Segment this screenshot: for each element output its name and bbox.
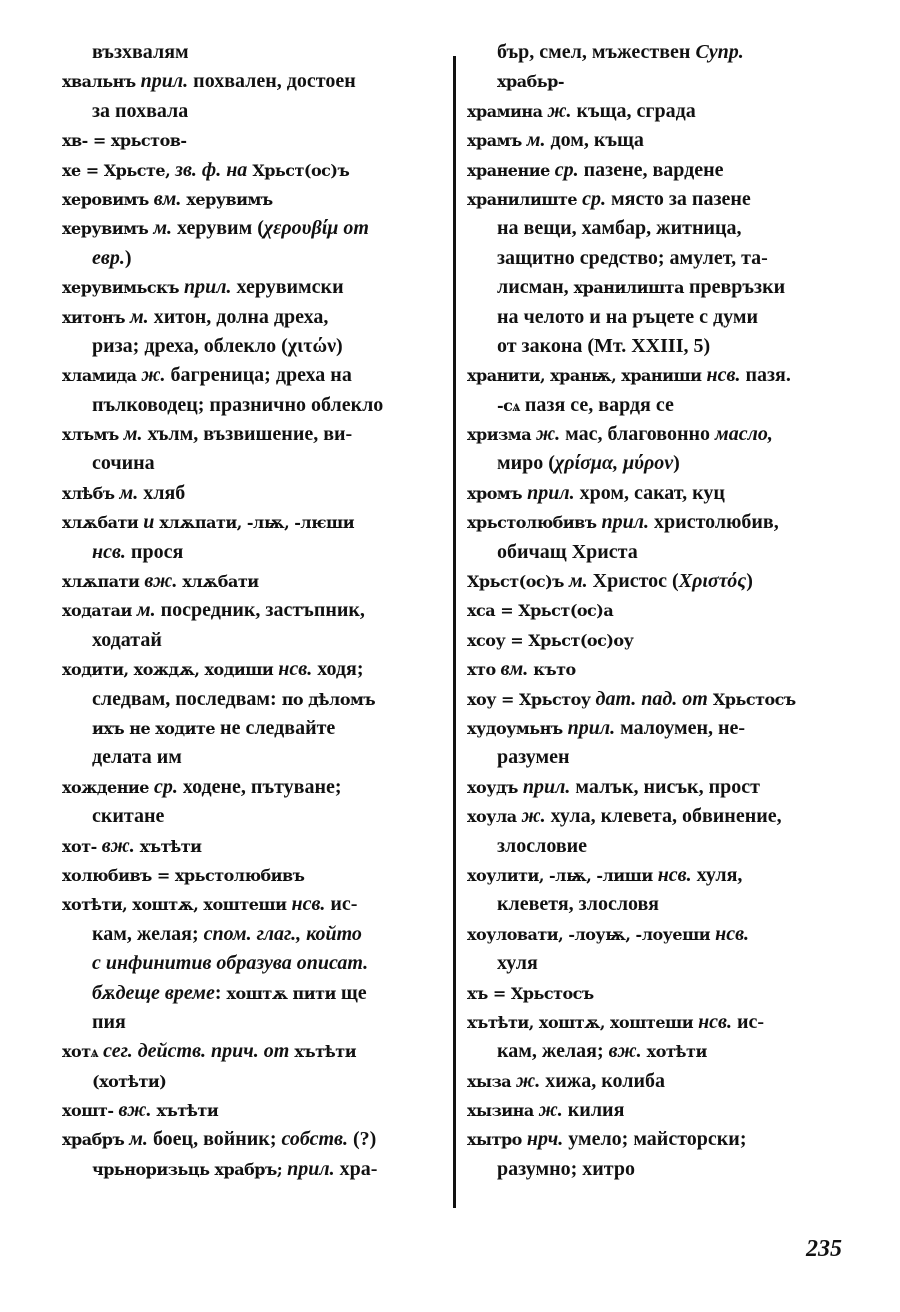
headword: ходити, хождѫ, ходиши xyxy=(62,660,274,680)
grammar-label: прил. xyxy=(178,276,237,299)
dictionary-line xyxy=(467,97,852,126)
headword: херувимъ xyxy=(62,219,149,239)
headword: хътѣти xyxy=(156,1101,219,1121)
dictionary-line xyxy=(467,596,852,625)
grammar-label: вж. xyxy=(608,1040,647,1063)
dictionary-line xyxy=(467,1008,852,1037)
headword: хранилишта xyxy=(573,278,684,298)
definition-text: ис- xyxy=(737,1010,765,1033)
definition-text: защитно средство; амулет, та- xyxy=(497,246,768,269)
grammar-label: ср. xyxy=(549,158,584,181)
dictionary-line xyxy=(467,303,852,332)
grammar-label: м. xyxy=(521,129,551,152)
definition-text: следвам, последвам: xyxy=(92,687,282,710)
grammar-label: сег. действ. прич. от xyxy=(98,1040,295,1063)
dictionary-line xyxy=(62,185,444,214)
grammar-label: евр. xyxy=(92,246,125,269)
dictionary-line xyxy=(62,538,444,567)
left-column xyxy=(62,38,444,1184)
dictionary-line xyxy=(62,979,444,1008)
headword: хотѣти, хоштѫ, хоштеши xyxy=(62,895,287,915)
headword: Хрьст(ос)ъ xyxy=(467,572,564,592)
dictionary-line xyxy=(62,508,444,537)
headword: хыза xyxy=(467,1071,512,1091)
headword: хризма xyxy=(467,425,532,445)
headword: худоумьнъ xyxy=(467,718,563,738)
headword: хлѫпати xyxy=(62,572,140,592)
dictionary-line xyxy=(62,743,444,772)
definition-text: ис- xyxy=(330,893,358,916)
dictionary-line xyxy=(467,1096,852,1125)
right-column xyxy=(467,38,852,1184)
headword: хлѫбати xyxy=(182,572,259,592)
dictionary-line xyxy=(62,332,444,361)
grammar-label: нрч. xyxy=(521,1128,569,1151)
headword: хранити, хранѭ, храниши xyxy=(467,366,702,386)
definition-text: разумно; хитро xyxy=(497,1157,635,1180)
headword: хошт- xyxy=(62,1101,114,1121)
definition-text: прося xyxy=(130,540,184,563)
definition-text: от закона (Мт. XXIII, 5) xyxy=(497,334,711,357)
headword: храмъ xyxy=(467,131,522,151)
headword: херувимьскъ xyxy=(62,278,179,298)
grammar-label: нсв. xyxy=(92,540,131,563)
grammar-label: и xyxy=(138,511,160,534)
dictionary-line xyxy=(62,126,444,155)
dictionary-line xyxy=(62,949,444,978)
definition-text: не следвайте xyxy=(215,716,336,739)
definition-text: хром, сакат, куц xyxy=(579,481,725,504)
dictionary-line xyxy=(62,1096,444,1125)
dictionary-line xyxy=(62,714,444,743)
headword: къто xyxy=(533,660,576,680)
definition-text: пазене, вардене xyxy=(583,158,724,181)
grammar-label: прил. xyxy=(135,70,194,93)
definition-text: похвален, достоен xyxy=(193,70,356,93)
dictionary-line xyxy=(62,567,444,596)
headword: хлѣбъ xyxy=(62,483,115,503)
dictionary-line xyxy=(62,802,444,831)
headword: холюбивъ = хрьстолюбивъ xyxy=(62,865,305,885)
grammar-label: прил. xyxy=(596,511,655,534)
grammar-label: Χριστός xyxy=(678,570,747,593)
definition-text: ходя; xyxy=(317,658,364,681)
definition-text: риза; дреха, облекло (χιτών) xyxy=(92,334,343,357)
headword: хв- = хрьстов- xyxy=(62,131,187,151)
definition-text: обичащ Христа xyxy=(497,540,638,563)
headword: хоуловати, -лоуѭ, -лоуеши xyxy=(467,924,711,944)
dictionary-line xyxy=(62,1037,444,1066)
definition-text: килия xyxy=(567,1099,625,1122)
definition-text: пия xyxy=(92,1010,126,1033)
headword: хто xyxy=(467,660,496,680)
column-divider xyxy=(453,56,456,1208)
headword: ходатаи xyxy=(62,601,132,621)
headword: хоула xyxy=(467,807,517,827)
dictionary-line xyxy=(467,714,852,743)
definition-text: хляб xyxy=(143,481,186,504)
headword: по дѣломъ xyxy=(281,689,376,709)
dictionary-line xyxy=(62,861,444,890)
dictionary-line xyxy=(467,332,852,361)
definition-text: къща, сграда xyxy=(576,99,696,122)
grammar-label: вж. xyxy=(139,570,183,593)
definition-text: херувим ( xyxy=(177,217,264,240)
grammar-label: м. xyxy=(563,570,593,593)
dictionary-line xyxy=(467,949,852,978)
grammar-label: спом. глаг., който xyxy=(203,922,362,945)
definition-text: миро ( xyxy=(497,452,555,475)
definition-text: : xyxy=(214,981,227,1004)
definition-text: хуля, xyxy=(696,863,743,886)
dictionary-line xyxy=(467,685,852,714)
definition-text: малоумен, не- xyxy=(620,716,746,739)
dictionary-line xyxy=(467,214,852,243)
dictionary-line xyxy=(62,214,444,243)
definition-text: пазя се, вардя се xyxy=(519,393,674,416)
grammar-label: ж. xyxy=(531,423,566,446)
dictionary-line xyxy=(62,1125,444,1154)
headword: хътѣти xyxy=(139,836,202,856)
dictionary-line xyxy=(467,244,852,273)
dictionary-line xyxy=(62,391,444,420)
definition-text: делата им xyxy=(92,746,182,769)
grammar-label: нсв. xyxy=(652,863,697,886)
headword: Хрьст(ос)ъ xyxy=(252,160,350,180)
dictionary-line xyxy=(62,655,444,684)
definition-text: за похвала xyxy=(92,99,189,122)
headword: хсоу = Хрьст(ос)оу xyxy=(467,630,634,650)
dictionary-line xyxy=(467,67,852,96)
definition-text: хула, клевета, обвинение, xyxy=(550,805,782,828)
definition-text: кам, желая; xyxy=(92,922,204,945)
headword: хвальнъ xyxy=(62,72,136,92)
headword: херовимъ xyxy=(62,189,149,209)
dictionary-line xyxy=(467,655,852,684)
definition-text: умело; майсторски; xyxy=(568,1128,747,1151)
headword: хоштѫ пити xyxy=(226,983,336,1003)
dictionary-line xyxy=(467,802,852,831)
grammar-label: м. xyxy=(124,305,154,328)
headword: храбьр- xyxy=(497,72,564,92)
dictionary-line xyxy=(467,626,852,655)
dictionary-line xyxy=(62,38,444,67)
definition-text: боец, войник; xyxy=(152,1128,282,1151)
dictionary-line xyxy=(62,449,444,478)
definition-text: разумен xyxy=(497,746,570,769)
grammar-label: ж. xyxy=(511,1069,546,1092)
dictionary-line xyxy=(62,361,444,390)
dictionary-line xyxy=(62,1155,444,1184)
page-number: 235 xyxy=(806,1236,842,1262)
dictionary-line xyxy=(467,126,852,155)
definition-text: ) xyxy=(673,452,680,475)
grammar-label: вм. xyxy=(495,658,534,681)
headword: хромъ xyxy=(467,483,523,503)
dictionary-line xyxy=(467,979,852,1008)
headword: храмина xyxy=(467,101,543,121)
grammar-label: с инфинитив образува описат. xyxy=(92,952,369,975)
definition-text: малък, нисък, прост xyxy=(575,775,760,798)
headword: хытро xyxy=(467,1130,522,1150)
dictionary-line xyxy=(467,890,852,919)
dictionary-line xyxy=(62,244,444,273)
headword: хотѧ xyxy=(62,1042,99,1062)
dictionary-line xyxy=(62,920,444,949)
dictionary-line xyxy=(467,1067,852,1096)
dictionary-line xyxy=(62,685,444,714)
definition-text: на вещи, хамбар, житница, xyxy=(497,217,742,240)
grammar-label: прил. xyxy=(522,481,580,504)
definition-text: (?) xyxy=(347,1128,377,1151)
definition-text: лисман, xyxy=(497,276,574,299)
dictionary-line xyxy=(62,596,444,625)
dictionary-line xyxy=(62,303,444,332)
headword: чрьноризьць храбръ; xyxy=(92,1159,283,1179)
grammar-label: м. xyxy=(131,599,161,622)
definition-text: христолюбив, xyxy=(654,511,779,534)
headword: Хрьстосъ xyxy=(712,689,796,709)
grammar-label: вж. xyxy=(113,1099,157,1122)
grammar-label: χρίσμα, μύρον xyxy=(554,452,674,475)
grammar-label: м. xyxy=(148,217,178,240)
headword: хса = Хрьст(ос)а xyxy=(467,601,614,621)
headword: хоу = Хрьстоу xyxy=(467,689,591,709)
definition-text: възхвалям xyxy=(92,41,189,63)
grammar-label: ж. xyxy=(533,1099,568,1122)
grammar-label: нсв. xyxy=(693,1010,737,1033)
dictionary-line xyxy=(62,420,444,449)
definition-text: посредник, застъпник, xyxy=(160,599,365,622)
headword: хитонъ xyxy=(62,307,125,327)
definition-text: скитане xyxy=(92,805,165,828)
dictionary-line xyxy=(62,156,444,185)
definition-text: ходене, пътуване; xyxy=(182,775,342,798)
dictionary-line xyxy=(467,567,852,596)
grammar-label: м. xyxy=(114,481,144,504)
definition-text: хра- xyxy=(339,1157,378,1180)
headword: хызина xyxy=(467,1101,534,1121)
definition-text: бър, смел, мъжествен xyxy=(497,41,696,63)
headword: хламида xyxy=(62,366,137,386)
headword: (хотѣти) xyxy=(92,1071,167,1091)
definition-text: хижа, колиба xyxy=(545,1069,665,1092)
dictionary-line xyxy=(467,508,852,537)
headword: хранилиште xyxy=(467,189,578,209)
headword: хлѫпати, -лѭ, -лѥши xyxy=(159,513,355,533)
definition-text: пълководец; празнично облекло xyxy=(92,393,384,416)
grammar-label: χερουβίμ от xyxy=(263,217,369,240)
dictionary-line xyxy=(62,1067,444,1096)
definition-text: сочина xyxy=(92,452,155,475)
dictionary-line xyxy=(467,538,852,567)
dictionary-line xyxy=(467,861,852,890)
headword: хрьстолюбивъ xyxy=(467,513,597,533)
headword: хъ = Хрьстосъ xyxy=(467,983,594,1003)
grammar-label: бѫдеще време xyxy=(92,981,215,1004)
headword: херувимъ xyxy=(186,189,273,209)
headword: хлъмъ xyxy=(62,425,119,445)
definition-text: ) xyxy=(746,570,753,593)
grammar-label: масло, xyxy=(715,423,773,446)
grammar-label: зв. ф. на xyxy=(170,158,253,181)
grammar-label: ср. xyxy=(577,187,611,210)
grammar-label: Супр. xyxy=(695,41,744,63)
dictionary-line xyxy=(467,920,852,949)
definition-text: хуля xyxy=(497,952,538,975)
definition-text: херувимски xyxy=(236,276,344,299)
definition-text: злословие xyxy=(497,834,588,857)
definition-text: мас, благовонно xyxy=(565,423,716,446)
dictionary-line xyxy=(467,185,852,214)
dictionary-line xyxy=(62,67,444,96)
definition-text: на челото и на ръцете с думи xyxy=(497,305,759,328)
headword: хождение xyxy=(62,777,149,797)
definition-text: пазя. xyxy=(745,364,791,387)
headword: ихъ не ходите xyxy=(92,718,216,738)
dictionary-line xyxy=(467,361,852,390)
headword: хътѣти, хоштѫ, хоштеши xyxy=(467,1012,694,1032)
grammar-label: прил. xyxy=(282,1157,340,1180)
dictionary-line xyxy=(467,1125,852,1154)
headword: хе = Хрьсте, xyxy=(62,160,171,180)
dictionary-line xyxy=(467,1155,852,1184)
grammar-label: нсв. xyxy=(273,658,318,681)
headword: храбръ xyxy=(62,1130,125,1150)
dictionary-line xyxy=(467,391,852,420)
definition-text: клеветя, злословя xyxy=(497,893,659,916)
definition-text: кам, желая; xyxy=(497,1040,609,1063)
dictionary-line xyxy=(467,832,852,861)
definition-text: хълм, възвишение, ви- xyxy=(147,423,353,446)
dictionary-line xyxy=(467,273,852,302)
grammar-label: нсв. xyxy=(701,364,746,387)
headword: хотѣти xyxy=(646,1042,707,1062)
definition-text: ходатай xyxy=(92,628,162,651)
grammar-label: вж. xyxy=(96,834,140,857)
grammar-label: вм. xyxy=(148,187,187,210)
dictionary-line xyxy=(467,449,852,478)
grammar-label: м. xyxy=(118,423,148,446)
definition-text: място за пазене xyxy=(611,187,751,210)
definition-text: багреница; дреха на xyxy=(170,364,352,387)
grammar-label: нсв. xyxy=(710,922,750,945)
headword: хот- xyxy=(62,836,97,856)
dictionary-line xyxy=(62,273,444,302)
headword: -сѧ xyxy=(497,395,520,415)
dictionary-line xyxy=(62,479,444,508)
dictionary-line xyxy=(467,1037,852,1066)
grammar-label: м. xyxy=(124,1128,153,1151)
dictionary-line xyxy=(467,420,852,449)
headword: хранение xyxy=(467,160,550,180)
grammar-label: ж. xyxy=(136,364,171,387)
grammar-label: прил. xyxy=(562,716,621,739)
grammar-label: ср. xyxy=(148,775,183,798)
dictionary-line xyxy=(62,773,444,802)
dictionary-line xyxy=(467,773,852,802)
grammar-label: ж. xyxy=(516,805,551,828)
headword: хоулити, -лѭ, -лиши xyxy=(467,865,653,885)
headword: хоудъ xyxy=(467,777,518,797)
dictionary-line xyxy=(62,1008,444,1037)
definition-text: Христос ( xyxy=(592,570,679,593)
definition-text: дом, къща xyxy=(550,129,644,152)
definition-text: ) xyxy=(124,246,132,269)
headword: хлѫбати xyxy=(62,513,139,533)
grammar-label: ж. xyxy=(542,99,577,122)
dictionary-line xyxy=(467,156,852,185)
definition-text: ще xyxy=(335,981,367,1004)
grammar-label: собств. xyxy=(281,1128,348,1151)
grammar-label: прил. xyxy=(517,775,576,798)
grammar-label: дат. пад. от xyxy=(590,687,713,710)
definition-text: превръзки xyxy=(683,276,786,299)
dictionary-line xyxy=(467,479,852,508)
grammar-label: нсв. xyxy=(286,893,331,916)
dictionary-line xyxy=(467,743,852,772)
dictionary-line xyxy=(62,832,444,861)
dictionary-line xyxy=(467,38,852,67)
definition-text: хитон, долна дреха, xyxy=(153,305,329,328)
dictionary-line xyxy=(62,97,444,126)
dictionary-line xyxy=(62,626,444,655)
dictionary-line xyxy=(62,890,444,919)
headword: хътѣти xyxy=(294,1042,357,1062)
